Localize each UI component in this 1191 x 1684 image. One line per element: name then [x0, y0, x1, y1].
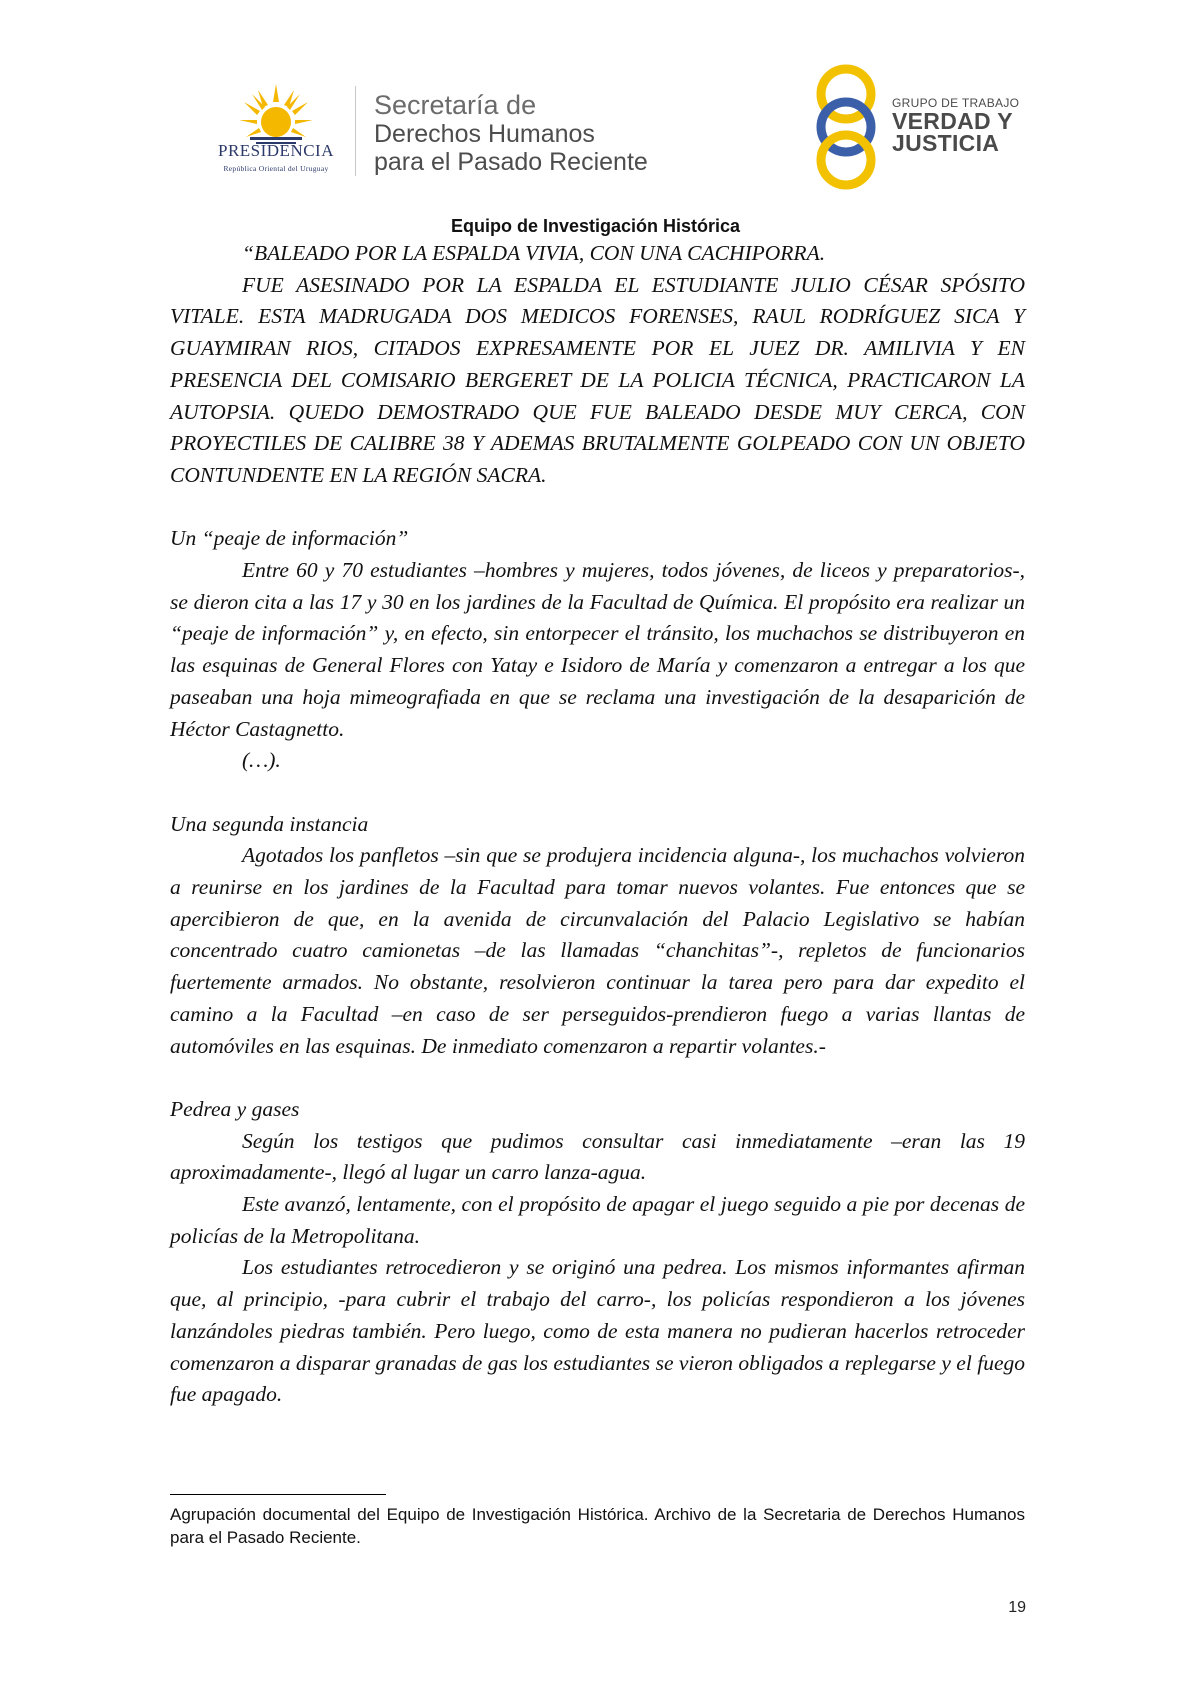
presidencia-name: PRESIDENCIA [217, 141, 334, 160]
paragraph-pedrea: Los estudiantes retrocedieron y se originó una pedrea. Los mismos informantes afirman que, al principio, -para cubrir el trabajo del carro-, los policías respondieron a los jóvenes lanzándoles piedras también. Pero luego, como de esta manera no pudieran hacerlos retroceder comenzaron a disparar granadas de gas los estudiantes se vieron obligados a replegarse y el fuego fue apagado. [170, 1255, 1025, 1407]
section-heading-segunda: Una segunda instancia [170, 811, 369, 836]
page-header [0, 0, 1191, 240]
paragraph-segunda: Agotados los panfletos –sin que se produjera incidencia alguna-, los muchachos volvieron a reunirse en los jardines de la Facultad para tomar nuevos volantes. Fue entonces que se apercibieron de que, en la avenida de circunvalación del Palacio Legislativo se habían concentrado cuatro camionetas –de las llamadas “chanchitas”-, repletos de funcionarios fuertemente armados. No obstante, resolvieron continuar la tarea pero para dar expedito el camino a la Facultad –en caso de ser perseguidos-prendieron fuego a varias llantas de automóviles en las esquinas. De inmediato comenzaron a repartir volantes.- [170, 843, 1025, 1058]
secretaria-line-1: Secretaría de [374, 90, 537, 120]
team-title: Equipo de Investigación Histórica [450, 216, 741, 236]
grupo-line-3: JUSTICIA [892, 130, 1000, 156]
secretaria-line-2: Derechos Humanos [374, 120, 595, 148]
grupo-verdad-justicia-logo [810, 64, 1020, 190]
sun-icon [238, 82, 314, 148]
grupo-line-1: GRUPO DE TRABAJO [892, 96, 1020, 110]
presidencia-logo [196, 82, 356, 184]
secretaria-wordmark [374, 90, 648, 176]
section-heading-peaje: Un “peaje de información” [170, 526, 409, 551]
paragraph-peaje: Entre 60 y 70 estudiantes –hombres y mujeres, todos jóvenes, de liceos y preparatorios-, se dieron cita a las 17 y 30 en los jardines de la Facultad de Química. El propósito era realizar un “peaje de información” y, en efecto, sin entorpecer el tránsito, los muchachos se distribuyeron en las esquinas de General Flores con Yatay e Isidoro de María y comenzaron a entregar a los que paseaban una hoja mimeografiada en que se reclama una investigación de la desaparición de Héctor Castagnetto. [170, 558, 1025, 741]
rings-icon [810, 64, 882, 190]
grupo-line-2: VERDAD Y [892, 108, 1013, 134]
secretaria-line-3: para el Pasado Reciente [374, 148, 648, 176]
footnote: Agrupación documental del Equipo de Investigación Histórica. Archivo de la Secretaria de Derechos Humanos para el Pasado Reciente. [170, 1505, 1025, 1547]
paragraph-testigos: Según los testigos que pudimos consultar casi inmediatamente –eran las 19 aproximadamente-, llegó al lugar un carro lanza-agua. [170, 1128, 1025, 1185]
paragraph-carro: Este avanzó, lentamente, con el propósito de apagar el juego seguido a pie por decenas de policías de la Metropolitana. [170, 1192, 1025, 1248]
presidencia-subtitle: República Oriental del Uruguay [223, 164, 329, 173]
paragraph-autopsy: FUE ASESINADO POR LA ESPALDA EL ESTUDIANTE JULIO CÉSAR SPÓSITO VITALE. ESTA MADRUGADA DOS MEDICOS FORENSES, RAUL RODRÍGUEZ SICA Y GUAYMIRAN RIOS, CITADOS EXPRESAMENTE POR EL JUEZ DR. AMILIVIA Y EN PRESENCIA DEL COMISARIO BERGERET DE LA POLICIA TÉCNICA, PRACTICARON LA AUTOPSIA. QUEDO DEMOSTRADO QUE FUE BALEADO DESDE MUY CERCA, CON PROYECTILES DE CALIBRE 38 Y ADEMAS BRUTALMENTE GOLPEADO CON UN OBJETO CONTUNDENTE EN LA REGIÓN SACRA. [170, 272, 1025, 487]
grupo-wordmark [892, 96, 1019, 154]
paragraph-headline: “BALEADO POR LA ESPALDA VIVIA, CON UNA CACHIPORRA. [242, 241, 826, 265]
paragraph-ellipsis: (…). [242, 748, 281, 773]
body-text [170, 238, 1025, 1411]
section-heading-pedrea: Pedrea y gases [170, 1096, 300, 1121]
logo-divider [355, 86, 356, 176]
page-number: 19 [1008, 1599, 1026, 1616]
footnote-divider [170, 1494, 386, 1495]
